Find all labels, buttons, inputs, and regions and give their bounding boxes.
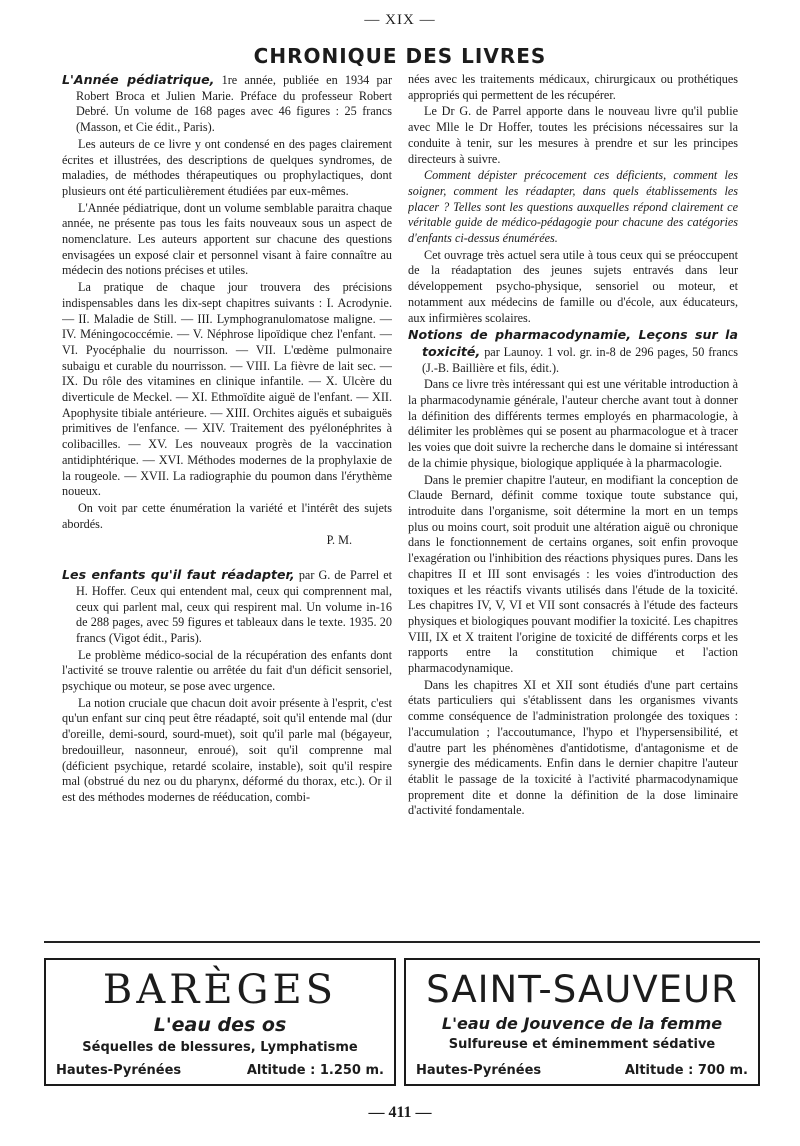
right-column bbox=[408, 72, 738, 927]
ad-tagline: L'eau de Jouvence de la femme bbox=[441, 1014, 723, 1033]
ad-description: Sulfureuse et éminemment sédative bbox=[448, 1037, 716, 1052]
ad-region: Hautes-Pyrénées bbox=[56, 1063, 182, 1078]
paragraph: Dans le premier chapitre l'auteur, en modifiant la conception de Claude Bernard, définit comme toxique toute substance qui, introduite dans l'organisme, soit détermine la mort en un temps plus ou moins court, soit produit une altération aiguë ou chronique dans le fonctionnement de certains organes, soit enfin provoque l'exagération ou l'inhibition des réactions physiques pures. Dans les chapitres II et III sont envisagés : les voies d'introduction des toxiques et les réactifs vivants utilisés dans l'étude de la toxicité. Les chapitres IV, V, VI et VII sont consacrés à l'étude des facteurs physiques et biologiques pouvant modifier la toxicité. Les chapitres VIII, IX et X traitent l'origine de toxicité de différents corps et les rapports entre la constitution chimique et l'action pharmacodynamique. bbox=[408, 472, 738, 676]
paragraph: Dans les chapitres XI et XII sont étudiés d'une part certains états particuliers qui s'établissent dans les organismes vivants comme conséquence de l'administration prolongée des toxiques : l'accumulation ; l'accoutumance, l'hypo et l'hypersensibilité, et d'autre part les phénomènes d'antidotisme, d'antagonisme et de synergie des médicaments. Enfin dans le dernier chapitre l'auteur établit le passage de la toxicité à l'activité pharmacodynamique proprement dite et donne la définition de la dose liminaire d'activité fondamentale. bbox=[408, 677, 738, 818]
ad-name: BARÈGES bbox=[102, 967, 338, 1013]
advertisement-bareges bbox=[44, 958, 396, 1086]
review-title: L'Année pédiatrique, bbox=[62, 72, 215, 87]
paragraph: Le Dr G. de Parrel apporte dans le nouveau livre qu'il publie avec Mlle le Dr Hoffer, toutes les précisions nécessaires sur la conduite à tenir, sur les mesures à prendre et sur les principes directeurs à suivre. bbox=[408, 104, 738, 166]
review-title: Les enfants qu'il faut réadapter, bbox=[62, 567, 295, 583]
paragraph: La notion cruciale que chacun doit avoir présente à l'esprit, c'est qu'un enfant sur cinq peut être réadapté, soit qu'il entende mal (dur d'oreille, demi-sourd, sourd-muet), soit qu'il parle mal (bégayeur, bredouilleur, nasonneur, enroué), soit qu'il comprenne mal (déficient psychique, retardé scolaire, instable), soit qu'il respire mal (obstrué du nez ou du pharynx, déformé du thorax, etc.). Or il est des méthodes modernes de rééducation, combi- bbox=[62, 695, 392, 804]
review-heading bbox=[62, 567, 392, 647]
paragraph: Cet ouvrage très actuel sera utile à tous ceux qui se préoccupent de la réadaptation des jeunes sujets entravés dans leur développement psycho-physique, sensoriel ou moteur, et notamment aux médecins de famille ou d'école, aux éducateurs, aux infirmières scolaires. bbox=[408, 247, 738, 325]
review-citation: par G. de Parrel et H. Hoffer. Ceux qui entendent mal, ceux qui comprennent mal, ceux qui parlent mal, ceux qui respirent mal. Un volume in-16 de 288 pages, avec 59 figures et tableaux dans le texte. 1935. 20 francs (Vigot édit., Paris). bbox=[76, 568, 392, 645]
roman-page-number: — XIX — bbox=[364, 12, 436, 28]
page-number: — 411 — bbox=[368, 1104, 432, 1121]
ad-footer bbox=[56, 1063, 384, 1078]
left-column bbox=[62, 72, 392, 927]
ad-altitude: Altitude : 1.250 m. bbox=[246, 1063, 384, 1078]
paragraph: nées avec les traitements médicaux, chirurgicaux ou prothétiques appropriés qui permettent de les récupérer. bbox=[408, 72, 738, 102]
ad-description: Séquelles de blessures, Lymphatisme bbox=[82, 1040, 358, 1055]
paragraph: L'Année pédiatrique, dont un volume semblable paraitra chaque année, ne présente pas tous les faits nouveaux sous un aspect de nomenclature. Les auteurs apportent sur chacune des questions envisagées un exposé clair et personnel visant à faire connaître au médecin des notions précises et utiles. bbox=[62, 200, 392, 278]
divider-rule bbox=[44, 941, 760, 943]
review-title: Notions de pharmacodynamie, Leçons sur la toxicité, bbox=[408, 327, 738, 359]
ad-footer bbox=[416, 1063, 748, 1078]
review-citation: 1re année, publiée en 1934 par Robert Broca et Julien Marie. Préface du professeur Robert Debré. Un volume de 168 pages avec 46 figures : 25 francs (Masson, et Cie édit., Paris). bbox=[76, 73, 392, 135]
review-signature: P. M. bbox=[326, 533, 352, 548]
paragraph: Dans ce livre très intéressant qui est une véritable introduction à la pharmacodynamie générale, l'auteur cherche avant tout à donner la définition des différents termes employés en pharmacologie, à délimiter les problèmes qui se posent au pharmacologue et à tracer les voies que doit suivre la recherche dans le domaine si intéressant de la chimie physique, biologique appliquée à la pharmacologie. bbox=[408, 377, 738, 470]
review-citation: par Launoy. 1 vol. gr. in-8 de 296 pages, 50 francs (J.-B. Baillière et fils, édit.). bbox=[422, 344, 738, 375]
review-heading bbox=[408, 327, 738, 376]
ad-altitude: Altitude : 700 m. bbox=[624, 1063, 748, 1078]
paragraph: On voit par cette énumération la variété et l'intérêt des sujets abordés. bbox=[62, 500, 392, 531]
ad-region: Hautes-Pyrénées bbox=[416, 1063, 542, 1078]
paragraph: La pratique de chaque jour trouvera des précisions indispensables dans les dix-sept chapitres suivants : I. Acrodynie. — II. Maladie de Still. — III. Lymphogranulomatose maligne. — IV. Méningococcémie. — V. Néphrose lipoïdique chez l'enfant. — VI. Pyocéphalie du nourrisson. — VII. L'œdème pulmonaire subaigu et curable du nourrisson. — VIII. La fièvre de lait sec. — IX. Du rôle des vitamines en clinique infantile. — X. Ulcère du diverticule de Meckel. — XI. Ethmoïdite aiguë de l'enfant. — XII. Apophysite tibiale antérieure. — XIII. Orchites aiguës et subaiguës primitives de l'enfance. — XIV. Traitement des pyélonéphrites à colibacilles. — XV. Les nouveaux progrès de la vaccination antidiphtérique. — XVI. Méthodes modernes de la prophylaxie de la rougeole. — XVII. La radiographie du poumon dans l'érythème noueux. bbox=[62, 280, 392, 499]
ad-tagline: L'eau des os bbox=[153, 1014, 287, 1036]
advertisement-saint-sauveur bbox=[404, 958, 760, 1086]
review-heading bbox=[62, 72, 392, 136]
paragraph: Comment dépister précocement ces déficients, comment les soigner, comment les réadapter, dans quels établissements les placer ? Telles sont les questions auxquelles répond clairement ce véritable guide de médico-pédagogie pour chacune des catégories d'enfants ci-dessus énumérées. bbox=[408, 168, 738, 246]
paragraph: Les auteurs de ce livre y ont condensé en des pages clairement écrites et illustrées, des descriptions de quelques syndromes, de maladies, de méthodes thérapeutiques ou prophylactiques, dont plusieurs ont été particulièrement étudiées par eux-mêmes. bbox=[62, 136, 392, 198]
section-title: CHRONIQUE DES LIVRES bbox=[253, 44, 547, 68]
ad-name: SAINT-SAUVEUR bbox=[426, 968, 738, 1011]
paragraph: Le problème médico-social de la récupération des enfants dont l'activité se trouve ralentie ou arrêtée du fait d'un déficit sensoriel, psychique ou moteur, se pose avec urgence. bbox=[62, 647, 392, 694]
